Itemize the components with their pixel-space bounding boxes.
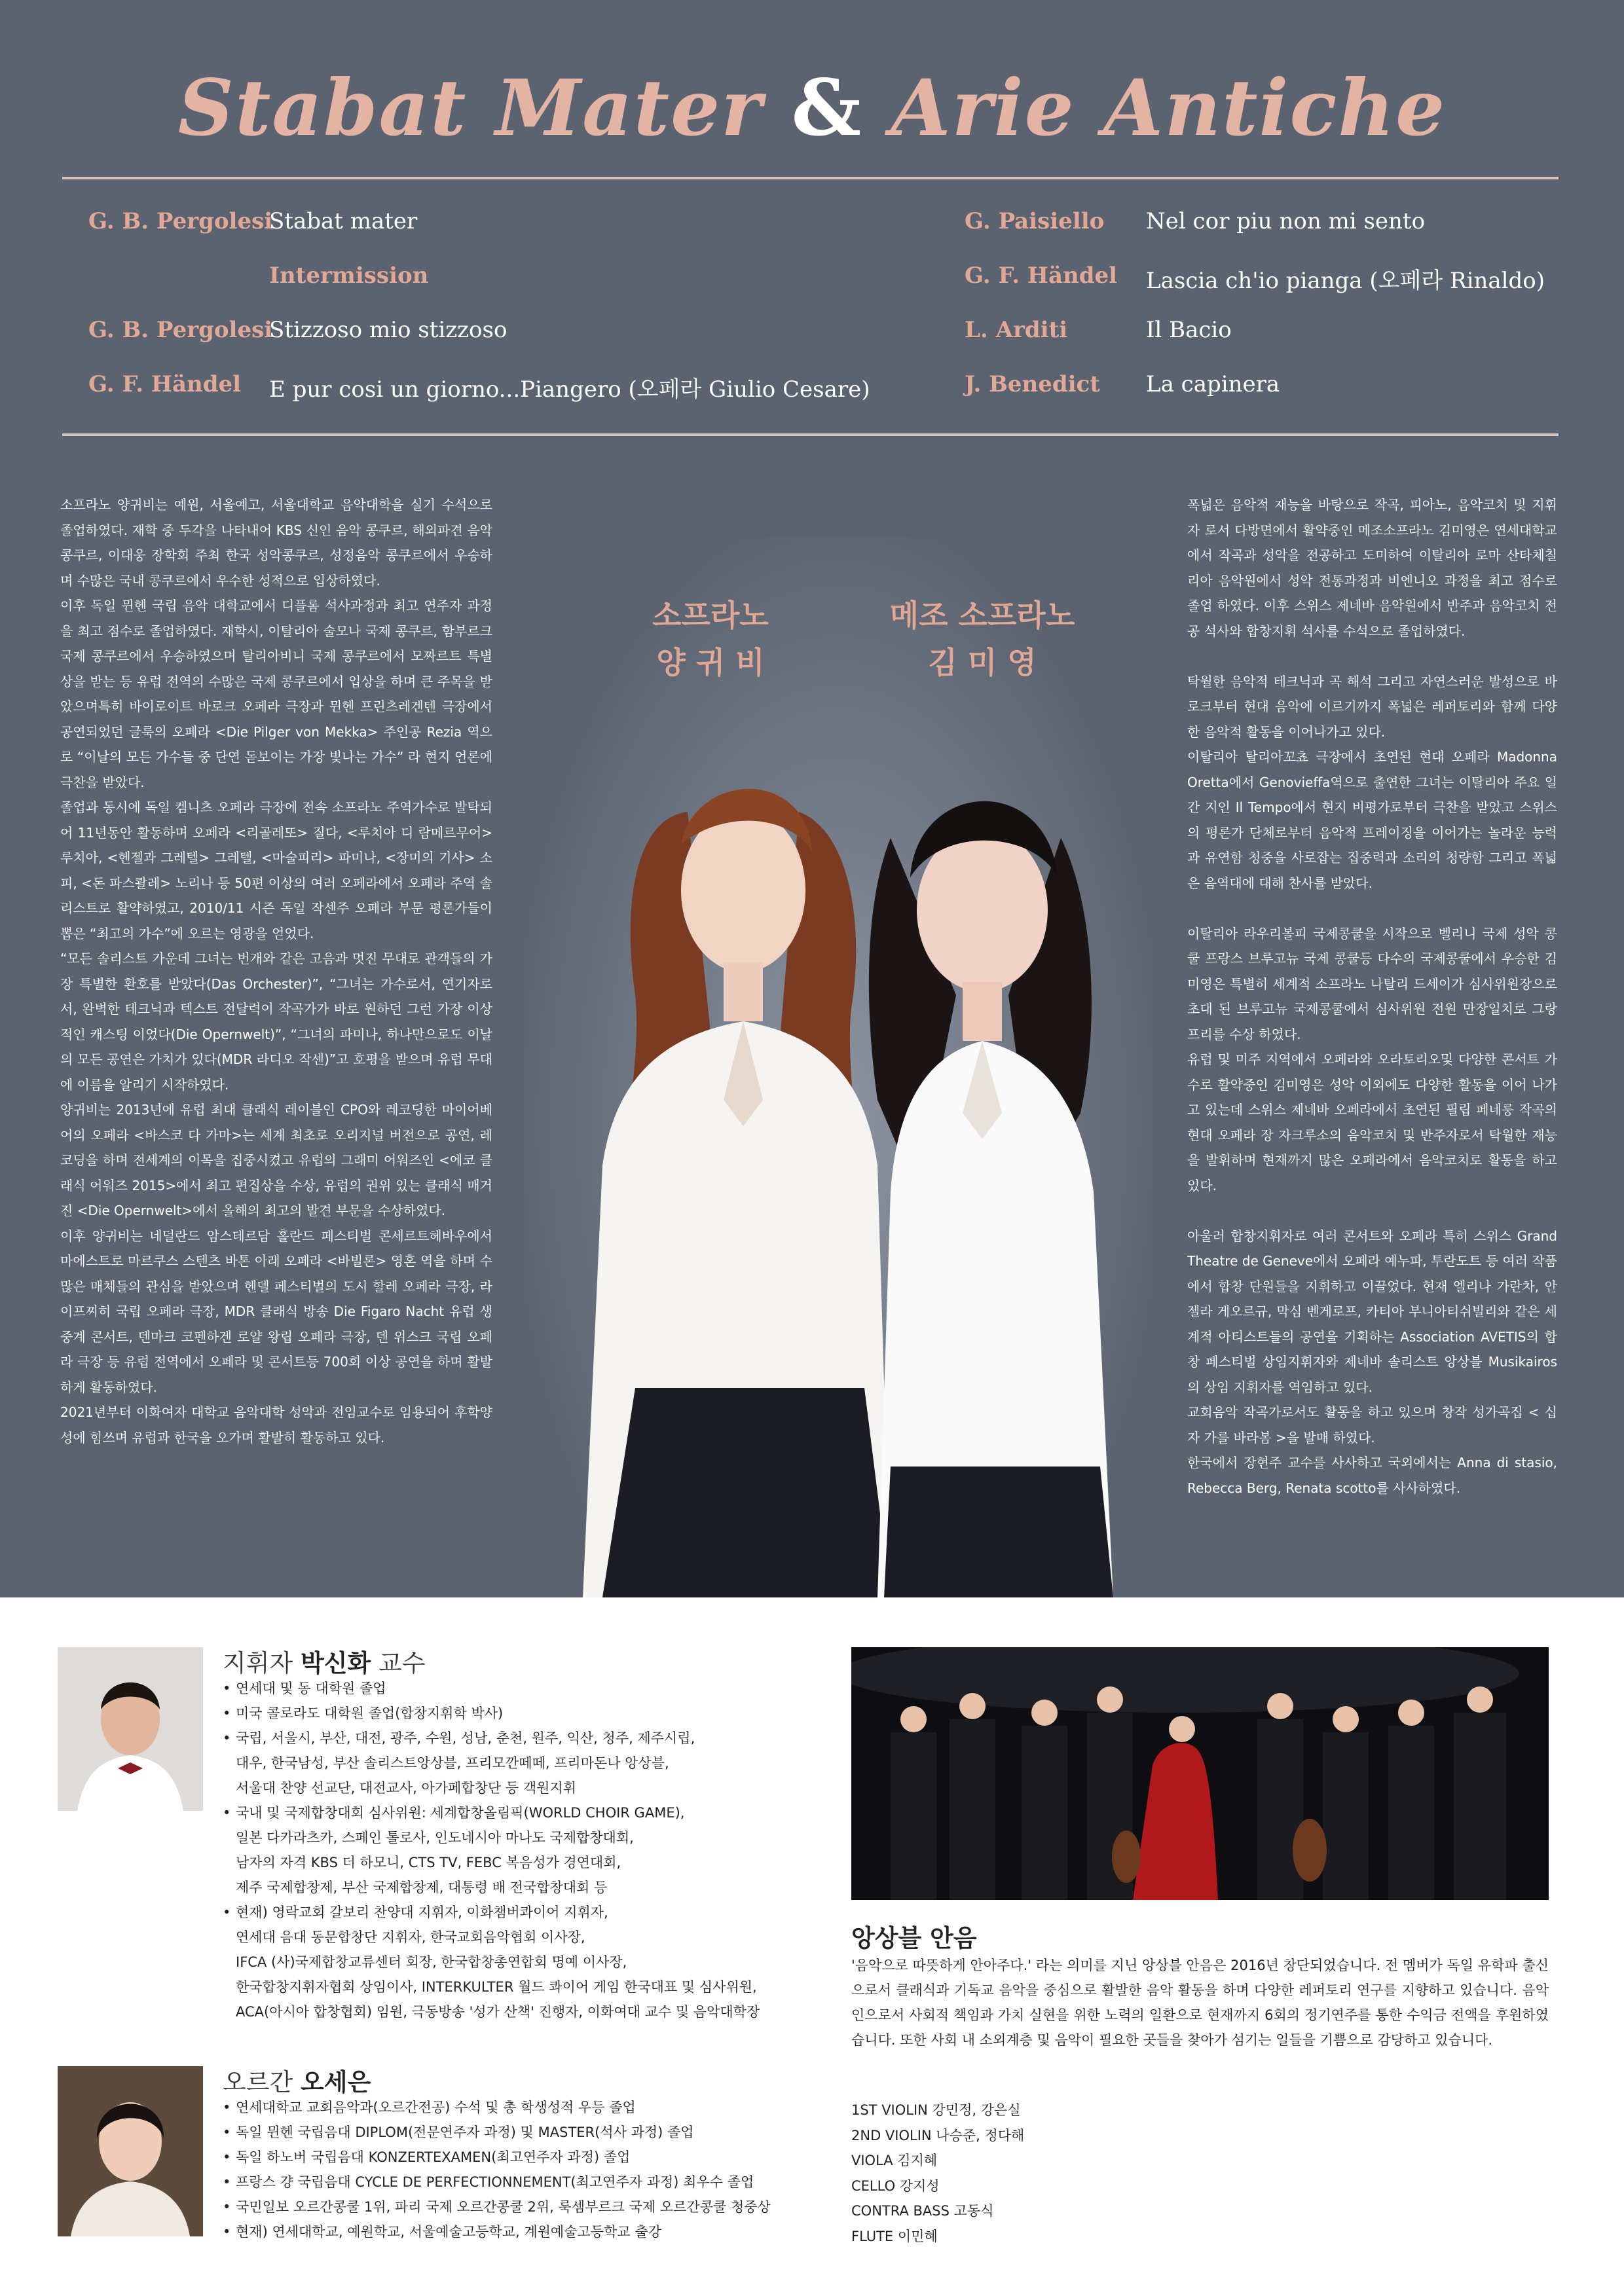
list-item: • 국민일보 오르간콩쿨 1위, 파리 국제 오르간콩쿨 2위, 룩셈부르크 국제 오르간콩쿨 청중상 — [223, 2195, 825, 2219]
list-item: • 연세대 및 동 대학원 졸업 — [223, 1676, 825, 1701]
top-rule — [62, 177, 1559, 179]
soprano-role: 소프라노 — [652, 598, 769, 633]
list-item: • 독일 하노버 국립음대 KONZERTEXAMEN(최고연주자 과정) 졸업 — [223, 2145, 825, 2170]
organist-portrait — [58, 2066, 203, 2236]
conductor-career-list — [223, 1676, 825, 2024]
program-piece: Stizzoso mio stizzoso — [269, 317, 507, 343]
program-composer: G. B. Pergolesi — [88, 317, 273, 343]
program-intermission: Intermission — [269, 263, 429, 289]
list-item: • 현재) 연세대학교, 예원학교, 서울예술고등학교, 계원예술고등학교 출강 — [223, 2219, 825, 2244]
program-bottom-rule — [62, 433, 1559, 436]
conductor-avatar — [58, 1647, 203, 1811]
soprano-biography: 소프라노 양귀비는 예원, 서울예고, 서울대학교 음악대학을 실기 수석으로 졸업하였다. 재학 중 두각을 나타내어 KBS 신인 음악 콩쿠르, 해외파견 음악 콩쿠르, 이대웅 장학회 주최 한국 성악콩쿠르, 성정음악 콩쿠르에서 우승하며 수많은 국내 콩쿠르에서 우수한 성적으로 입상하였다. 이후 독일 뮌헨 국립 음악 대학교에서 디플롬 석사과정과 최고 연주자 과정을 최고 점수로 졸업하였다. 재학시, 이탈리아 술모나 국제 콩쿠르, 함부르크 국제 콩쿠르에서 우승하였으며 탈리아비니 국제 콩쿠르에서 모짜르트 특별상을 받는 등 유럽 전역의 수많은 국제 콩쿠르에서 입상을 하며 큰 주목을 받았으며특히 바이로이트 바로크 오페라 극장과 뮌헨 프린츠레겐텐 극장에서 공연되었던 글룩의 오페라 <Die Pilger von Mekka> 주인공 Rezia 역으로 “이날의 모든 가수들 중 단연 돋보이는 가장 빛나는 가수” 라 현지 언론에 극찬을 받았다. 졸업과 동시에 독일 켐니츠 오페라 극장에 전속 소프라노 주역가수로 발탁되어 11년동안 활동하며 오페라 <리골레또> 질다, <루치아 디 람메르무어> 루치아, <헨젤과 그레텔> 그레텔, <마술피리> 파미나, <장미의 기사> 소피, <돈 파스콸레> 노리나 등 50편 이상의 여러 오페라에서 오페라 주역 솔리스트로 활약하였고, 2010/11 시즌 독일 작센주 오페라 부문 평론가들이 뽑은 “최고의 가수”에 오르는 영광을 얻었다. “모든 솔리스트 가운데 그녀는 번개와 같은 고음과 멋진 무대로 관객들의 가장 특별한 환호를 받았다(Das Orchester)”, “그녀는 가수로서, 연기자로서, 완벽한 테크닉과 텍스트 전달력이 작곡가가 바로 원하던 그런 가장 이상적인 캐스팅 이었다(Die Opernwelt)”, “그녀의 파미나, 하나만으로도 이날의 모든 공연은 가치가 있다(MDR 라디오 작센)”고 호평을 받으며 유럽 무대에 이름을 알리기 시작하였다. 양귀비는 2013년에 유럽 최대 클래식 레이블인 CPO와 레코딩한 마이어베어의 오페라 <바스코 다 가마>는 세계 최초로 오리지널 버전으로 공연, 레코딩을 하며 전세계의 이목을 집중시켰고 유럽의 그래미 어워즈인 <에코 클래식 어워즈 2015>에서 최고 편집상을 수상, 유럽의 권위 있는 클래식 매거진 <Die Opernwelt>에서 올해의 최고의 발견 부문을 수상하였다. 이후 양귀비는 네덜란드 암스테르담 홀란드 페스티벌 콘세르트헤바우에서 마에스트로 마르쿠스 스텐츠 바톤 아래 오페라 <바빌론> 영혼 역을 하며 수 많은 매체들의 관심을 받았으며 헨델 페스티벌의 도시 할레 오페라 극장, 라이프찌히 국립 오페라 극장, MDR 클래식 방송 Die Figaro Nacht 유럽 생중계 콘서트, 덴마크 코펜하겐 로얄 왕립 오페라 극장, 덴 위스크 국립 오페라 극장 등 유럽 전역에서 오페라 및 콘서트등 700회 이상 공연을 하며 활발하게 활동하였다. 2021년부터 이화여자 대학교 음악대학 성악과 전임교수로 임용되어 후학양성에 힘쓰며 유럽과 한국을 오가며 활발히 활동하고 있다. — [60, 497, 492, 1446]
program-composer: G. B. Pergolesi — [88, 208, 273, 234]
ensemble-photo — [851, 1647, 1549, 1900]
mezzo-label — [864, 592, 1100, 686]
mezzo-name: 김 미 영 — [928, 645, 1037, 680]
ensemble-members — [851, 2098, 1024, 2249]
list-item: • 독일 뮌헨 국립음대 DIPLOM(전문연주자 과정) 및 MASTER(석사 과정) 졸업 — [223, 2120, 825, 2145]
program-composer: L. Arditi — [965, 317, 1068, 343]
singers-illustration — [524, 537, 1153, 1597]
program-piece: Lascia ch'io pianga (오페라 Rinaldo) — [1146, 268, 1545, 294]
mezzo-role: 메조 소프라노 — [889, 598, 1075, 633]
title-ampersand: & — [791, 62, 862, 153]
mezzo-biography: 폭넓은 음악적 재능을 바탕으로 작곡, 피아노, 음악코치 및 지휘자 로서 다방면에서 활약중인 메조소프라노 김미영은 연세대학교에서 작곡과 성악을 전공하고 도미하여 이탈리아 로마 산타체칠리아 음악원에서 성악 전통과정과 비엔니오 과정을 최고 점수로 졸업 하였다. 이후 스위스 제네바 음악원에서 반주과 음악코치 전공 석사와 합창지휘 석사를 수석으로 졸업하였다. 탁월한 음악적 테크닉과 곡 해석 그리고 자연스러운 발성으로 바로크부터 현대 음악에 이르기까지 폭넓은 레퍼토리와 함께 다양한 음악적 활동을 이어나가고 있다. 이탈리아 탈리아꼬쵸 극장에서 초연된 현대 오페라 Madonna Oretta에서 Genovieffa역으로 출연한 그녀는 이탈리아 주요 일간 지인 Il Tempo에서 현지 비평가로부터 극찬을 받았고 스위스의 평론가 단체로부터 음악적 프레이징을 이어가는 놀라운 능력과 유연함 청중을 사로잡는 집중력과 소리의 청량함 그리고 폭넓은 음역대에 대해 찬사를 받았다. 이탈리아 라우리볼피 국제콩쿨을 시작으로 벨리니 국제 성악 콩쿨 프랑스 브루고뉴 국제 콩쿨등 다수의 국제콩쿨에서 우승한 김미영은 특별히 세계적 소프라노 나탈리 드세이가 심사위원장으로 초대 된 브루고뉴 국제콩쿨에서 심사위원 전원 만장일치로 그랑프리를 수상 하였다. 유럽 및 미주 지역에서 오페라와 오라토리오및 다양한 콘서트 가수로 활약중인 김미영은 성악 이외에도 다양한 활동을 이어 나가고 있는데 스위스 제네바 오페라에서 초연된 필립 페네룽 작곡의 현대 오페라 장 자크루소의 음악코치 및 반주자로서 탁월한 재능을 발휘하며 현재까지 많은 오페라에서 음악코치로 활동을 하고 있다. 아울러 합창지휘자로 여러 콘서트와 오페라 특히 스위스 Grand Theatre de Geneve에서 오페라 예누파, 투란도트 등 여러 작품에서 합창 단원들을 지휘하고 이끌었다. 현재 엘리나 가란차, 안젤라 게오르규, 막심 벤게로프, 카티아 부니아티쉬빌리와 같은 세계적 아티스트들의 공연을 기획하는 Association AVETIS의 합창 페스티벌 상임지휘자와 제네바 솔리스트 앙상블 Musikairos의 상임 지휘자를 역임하고 있다. 교회음악 작곡가로서도 활동을 하고 있으며 창작 성가곡집 < 십자 가를 바라봄 >을 발매 하였다. 한국에서 장현주 교수를 사사하고 국외에서는 Anna di stasio, Rebecca Berg, Renata scotto를 사사하였다. — [1187, 497, 1557, 1496]
member-line: CONTRA BASS 고동식 — [851, 2203, 994, 2219]
soprano-figure — [583, 789, 891, 1597]
soprano-name: 양 귀 비 — [656, 645, 765, 680]
member-line: CELLO 강지성 — [851, 2178, 940, 2194]
program-composer: G. Paisiello — [965, 208, 1105, 234]
organist-heading — [223, 2062, 371, 2098]
concert-title — [0, 62, 1624, 153]
member-line: VIOLA 김지혜 — [851, 2153, 938, 2168]
conductor-portrait — [58, 1647, 203, 1811]
program-piece: Nel cor piu non mi sento — [1146, 208, 1426, 234]
organist-role: 오르간 — [223, 2068, 293, 2096]
program-piece: La capinera — [1146, 371, 1280, 397]
singers-photo — [524, 537, 1153, 1597]
member-line: FLUTE 이민혜 — [851, 2228, 938, 2244]
program-piece: Stabat mater — [269, 208, 418, 234]
program-composer: J. Benedict — [965, 371, 1100, 397]
list-item: • 국내 및 국제합창대회 심사위원: 세계합창올림픽(WORLD CHOIR GAME), 일본 다카라츠카, 스페인 톨로사, 인도네시아 마나도 국제합창대회, 남자의 자격 KBS 더 하모니, CTS TV, FEBC 복음성가 경연대회, 제주 국제합창제, 부산 국제합창제, 대통령 배 전국합창대회 등 — [223, 1800, 825, 1900]
conductor-heading — [223, 1643, 425, 1679]
list-item: • 국립, 서울시, 부산, 대전, 광주, 수원, 성남, 춘천, 원주, 익산, 청주, 제주시립, 대우, 한국남성, 부산 솔리스트앙상블, 프리모깐떼떼, 프리마돈나 앙상블, 서울대 찬양 선교단, 대전교사, 아가페합창단 등 객원지휘 — [223, 1726, 825, 1800]
conductor-role: 지휘자 — [223, 1649, 293, 1677]
list-item: • 미국 콜로라도 대학원 졸업(합창지휘학 박사) — [223, 1701, 825, 1726]
conductor-suffix: 교수 — [378, 1649, 426, 1677]
organist-avatar — [58, 2066, 203, 2236]
program-composer: G. F. Händel — [88, 371, 242, 397]
ensemble-illustration — [851, 1647, 1549, 1900]
ensemble-title: 앙상블 안음 — [851, 1924, 977, 1952]
member-line: 2ND VIOLIN 나승준, 정다해 — [851, 2127, 1025, 2143]
program-composer: G. F. Händel — [965, 263, 1118, 289]
list-item: • 현재) 영락교회 갈보리 찬양대 지휘자, 이화챔버콰이어 지휘자, 연세대 음대 동문합창단 지휘자, 한국교회음악협회 이사장, IFCA (사)국제합창교류센터 회장, 한국합창총연합회 명예 이사장, 한국합창지휘자협회 상임이사, INTERKULTER 월드 콰이어 게임 한국대표 및 심사위원, ACA(아시아 합창협회) 임원, 극동방송 '성가 산책' 진행자, 이화여대 교수 및 음악대학장 — [223, 1900, 825, 2024]
title-part1: Stabat Mater — [177, 62, 764, 153]
member-line: 1ST VIOLIN 강민정, 강은실 — [851, 2102, 1021, 2118]
ensemble-description: '음악으로 따뜻하게 안아주다.' 라는 의미를 지닌 앙상블 안음은 2016년 창단되었습니다. 전 멤버가 독일 유학파 출신으로서 클래식과 기독교 음악을 중심으로 활발한 음악 활동을 하며 다양한 레퍼토리 연구를 지향하고 있습니다. 음악인으로서 사회적 책임과 가치 실현을 위한 노력의 일환으로 현재까지 6회의 정기연주를 통한 수익금 전액을 후원하였습니다. 또한 사회 내 소외계층 및 음악이 필요한 곳들을 찾아가 섬기는 일들을 기쁨으로 감당하고 있습니다. — [851, 1958, 1549, 2048]
title-part2: Arie Antiche — [891, 62, 1447, 153]
organist-career-list — [223, 2095, 825, 2244]
list-item: • 프랑스 걍 국립음대 CYCLE DE PERFECTIONNEMENT(최고연주자 과정) 최우수 졸업 — [223, 2170, 825, 2195]
soprano-label — [602, 592, 819, 686]
organist-name: 오세은 — [301, 2068, 371, 2096]
mezzo-figure — [869, 801, 1113, 1597]
program-piece: E pur cosi un giorno...Piangero (오페라 Giulio Cesare) — [269, 376, 870, 403]
conductor-name: 박신화 — [301, 1649, 371, 1677]
list-item: • 연세대학교 교회음악과(오르간전공) 수석 및 총 학생성적 우등 졸업 — [223, 2095, 825, 2120]
program-piece: Il Bacio — [1146, 317, 1232, 343]
